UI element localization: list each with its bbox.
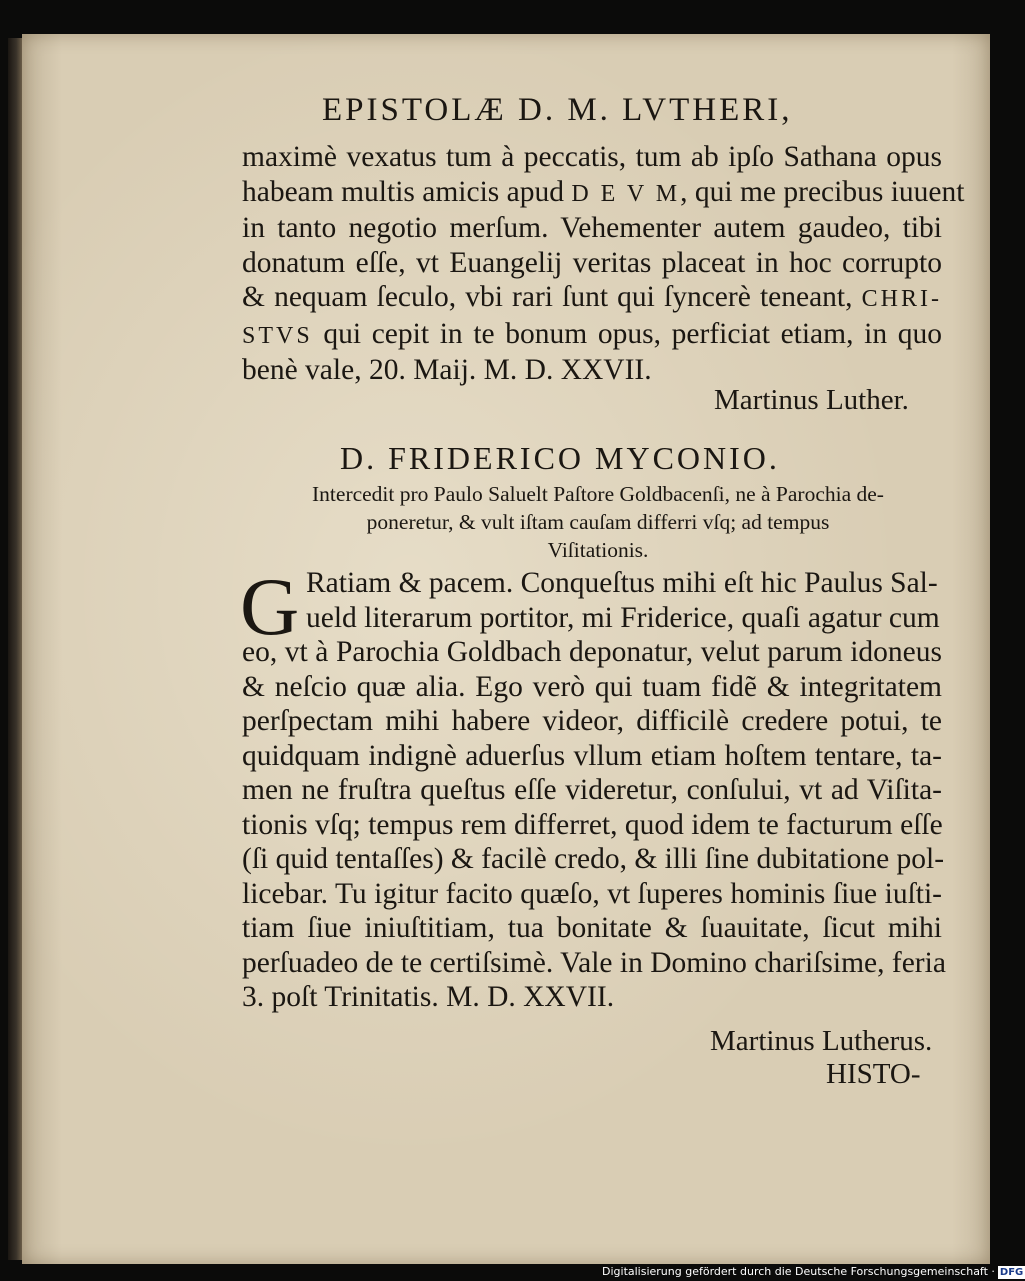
text-line: perſuadeo de te certiſsimè. Vale in Domino chariſsime, feria — [242, 946, 946, 979]
letter-2-heading: D. FRIDERICO MYCONIO. — [340, 440, 780, 476]
text-line: perſpectam mihi habere videor, difficilè credere potui, te — [242, 705, 942, 737]
text-line: eo, vt à Parochia Goldbach deponatur, velut parum idoneus — [242, 636, 942, 668]
summary-line: poneretur, & vult iſtam cauſam differri vſq; ad tempus — [366, 510, 830, 534]
text-line — [242, 317, 942, 354]
book-spine-edge — [8, 38, 22, 1260]
text-line: tiam ſiue iniuſtitiam, tua bonitate & ſuauitate, ſicut mihi — [242, 912, 942, 944]
text-line: (ſi quid tentaſſes) & facilè credo, & illi ſine dubitatione pol- — [242, 843, 945, 875]
text-segment: & nequam ſeculo, vbi rari ſunt qui ſyncerè teneant, — [242, 281, 853, 313]
funding-footer — [602, 1262, 1024, 1281]
small-caps-stus: STVS — [242, 322, 313, 349]
text-line: men ne fruſtra queſtus eſſe videretur, conſului, vt ad Viſita- — [242, 774, 942, 806]
summary-line: Intercedit pro Paulo Saluelt Paſtore Goldbacenſi, ne à Parochia de- — [312, 482, 884, 506]
letter-2-opening — [306, 566, 940, 635]
summary-line: Viſitationis. — [547, 538, 649, 562]
text-line: in tanto negotio merſum. Vehementer autem gaudeo, tibi — [242, 212, 942, 244]
catchword: HISTO- — [826, 1058, 921, 1090]
letter-2-summary — [248, 480, 948, 564]
text-line: maximè vexatus tum à peccatis, tum ab ipſo Sathana opus — [242, 141, 942, 173]
text-line: Ratiam & pacem. Conqueſtus mihi eſt hic Paulus Sal- — [306, 567, 938, 599]
small-caps-deum: D E V M — [571, 180, 681, 207]
text-line: benè vale, 20. Maij. M. D. XXVII. — [242, 354, 652, 386]
text-line: ueld literarum portitor, mi Friderice, quaſi agatur cum — [306, 601, 940, 634]
footer-text: Digitalisierung gefördert durch die Deutsche Forschungsgemeinschaft · — [602, 1265, 995, 1278]
letter-1-body — [242, 140, 965, 388]
text-line: donatum eſſe, vt Euangelij veritas placeat in hoc corrupto — [242, 246, 942, 279]
signature-luther: Martinus Luther. — [714, 384, 909, 416]
signature-lutherus: Martinus Lutherus. — [710, 1025, 933, 1057]
text-line: licebar. Tu igitur facito quæſo, vt ſuperes hominis ſiue iuſti- — [242, 877, 942, 910]
text-line: quidquam indignè aduerſus vllum etiam hoſtem tentare, ta- — [242, 739, 942, 772]
dfg-logo: DFG — [999, 1267, 1024, 1278]
letter-2-body — [242, 635, 946, 1015]
text-line — [242, 175, 965, 212]
text-line: & neſcio quæ alia. Ego verò qui tuam fidẽ & integritatem — [242, 670, 942, 703]
text-segment: , qui me precibus iuuent — [680, 175, 965, 208]
drop-cap-initial: G — [240, 561, 300, 652]
small-caps-christus: CHRI- — [861, 286, 943, 312]
text-line: tionis vſq; tempus rem differret, quod idem te facturum eſſe — [242, 808, 943, 841]
text-line: 3. poſt Trinitatis. M. D. XXVII. — [242, 981, 615, 1013]
running-header: EPISTOLÆ D. M. LVTHERI, — [322, 92, 793, 128]
text-segment: habeam multis amicis apud — [242, 175, 564, 208]
text-segment: qui cepit in te bonum opus, perficiat etiam, in quo — [323, 317, 942, 350]
text-line — [242, 280, 942, 317]
